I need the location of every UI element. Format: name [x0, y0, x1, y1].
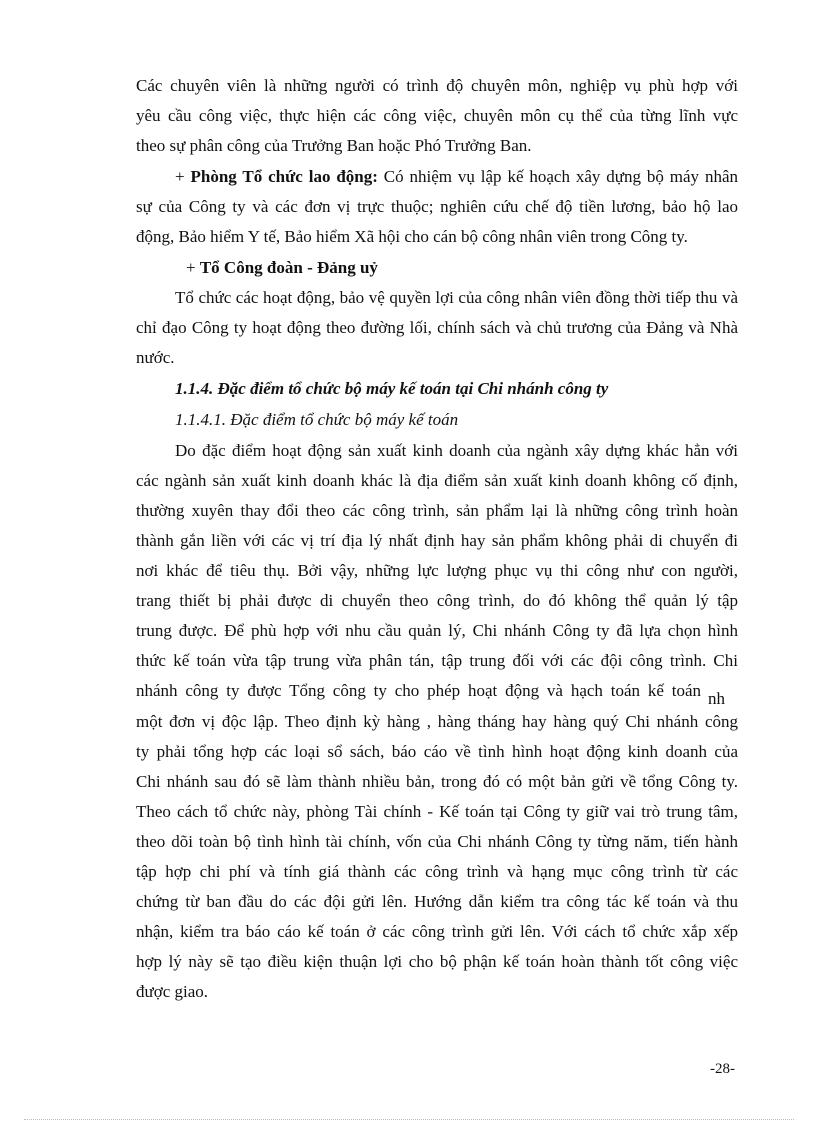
paragraph-line: nước.: [136, 348, 175, 367]
paragraph-line: Các chuyên viên là những người có trình độ chuyên môn, nghiệp vụ phù hợp với: [136, 76, 738, 95]
paragraph-line: Chi nhánh sau đó sẽ làm thành nhiều bản, trong đó có một bản gửi về tổng Công ty.: [136, 772, 738, 791]
department-name: Phòng Tổ chức lao động:: [190, 167, 378, 186]
paragraph-line: thường xuyên thay đổi theo các công trình, sản phẩm lại là những công trình hoàn: [136, 501, 738, 520]
paragraph-line: theo dõi toàn bộ tình hình tài chính, vốn của Chi nhánh Công ty từng năm, tiến hành: [136, 832, 738, 851]
stray-text-fragment: nh: [708, 689, 725, 708]
paragraph-line: tập hợp chi phí và tính giá thành các công trình và hạng mục công trình từ các: [136, 862, 738, 881]
paragraph-line: Do đặc điểm hoạt động sản xuất kinh doanh của ngành xây dựng khác hẳn với: [175, 441, 738, 460]
page-number: -28-: [710, 1061, 735, 1077]
department-description: Có nhiệm vụ lập kế hoạch xây dựng bộ máy nhân: [383, 167, 738, 186]
section-heading: 1.1.4. Đặc điểm tổ chức bộ máy kế toán tại Chi nhánh công ty: [175, 379, 609, 398]
bullet-marker: +: [175, 167, 185, 186]
paragraph-line: nơi khác để tiêu thụ. Bởi vậy, những lực lượng phục vụ thi công như con người,: [136, 561, 738, 580]
paragraph-line: trang thiết bị phải được di chuyển theo công trình, do đó không thể quản lý tập: [136, 591, 738, 610]
paragraph-line: một đơn vị độc lập. Theo định kỳ hàng , hàng tháng hay hàng quý Chi nhánh công: [136, 712, 738, 731]
paragraph-line: ty phải tổng hợp các loại sổ sách, báo cáo về tình hình hoạt động kinh doanh của: [136, 742, 738, 761]
paragraph-line: theo sự phân công của Trưởng Ban hoặc Phó Trưởng Ban.: [136, 136, 532, 155]
paragraph-line: chứng từ ban đầu do các đội gửi lên. Hướng dẫn kiểm tra công tác kế toán và thu: [136, 892, 738, 911]
paragraph-line: các ngành sản xuất kinh doanh khác là địa điểm sản xuất kinh doanh không cố định,: [136, 471, 738, 490]
paragraph-line: trung được. Để phù hợp với nhu cầu quản lý, Chi nhánh Công ty đã lựa chọn hình: [136, 621, 738, 640]
paragraph-line: yêu cầu công việc, thực hiện các công việc, chuyên môn cụ thể của từng lĩnh vực: [136, 106, 738, 125]
paragraph-line: Tổ chức các hoạt động, bảo vệ quyền lợi của công nhân viên đồng thời tiếp thu và: [175, 288, 738, 307]
paragraph-line: Theo cách tổ chức này, phòng Tài chính - Kế toán tại Công ty giữ vai trò trung tâm,: [136, 802, 738, 821]
paragraph-line: động, Bảo hiểm Y tế, Bảo hiểm Xã hội cho cán bộ công nhân viên trong Công ty.: [136, 227, 688, 246]
department-name: Tổ Công đoàn - Đảng uỷ: [199, 258, 378, 277]
paragraph-line: thức kế toán vừa tập trung vừa phân tán, tập trung đối với các đội công trình. Chi: [136, 651, 738, 670]
paragraph-line: thành gắn liền với các vị trí địa lý nhất định hay sản phẩm không phải di chuyển đi: [136, 531, 738, 550]
paragraph-line: sự của Công ty và các đơn vị trực thuộc; nghiên cứu chế độ tiền lương, bảo hộ lao: [136, 197, 738, 216]
subsection-heading: 1.1.4.1. Đặc điểm tổ chức bộ máy kế toán: [175, 410, 459, 429]
paragraph-line: được giao.: [136, 982, 209, 1001]
paragraph-line: hợp lý này sẽ tạo điều kiện thuận lợi cho bộ phận kế toán hoàn thành tốt công việc: [136, 952, 738, 971]
paragraph-line: nhánh công ty được Tổng công ty cho phép hoạt động và hạch toán kế toán: [136, 681, 701, 700]
paragraph-line: nhận, kiểm tra báo cáo kế toán ở các công trình gửi lên. Với cách tổ chức xắp xếp: [136, 922, 738, 941]
bullet-item-line: [186, 257, 738, 279]
paragraph-line: chỉ đạo Công ty hoạt động theo đường lối, chính sách và chủ trương của Đảng và Nhà: [136, 318, 738, 337]
page-bottom-border: [24, 1119, 794, 1120]
bullet-marker: +: [186, 258, 196, 277]
bullet-item-line: [175, 166, 738, 188]
